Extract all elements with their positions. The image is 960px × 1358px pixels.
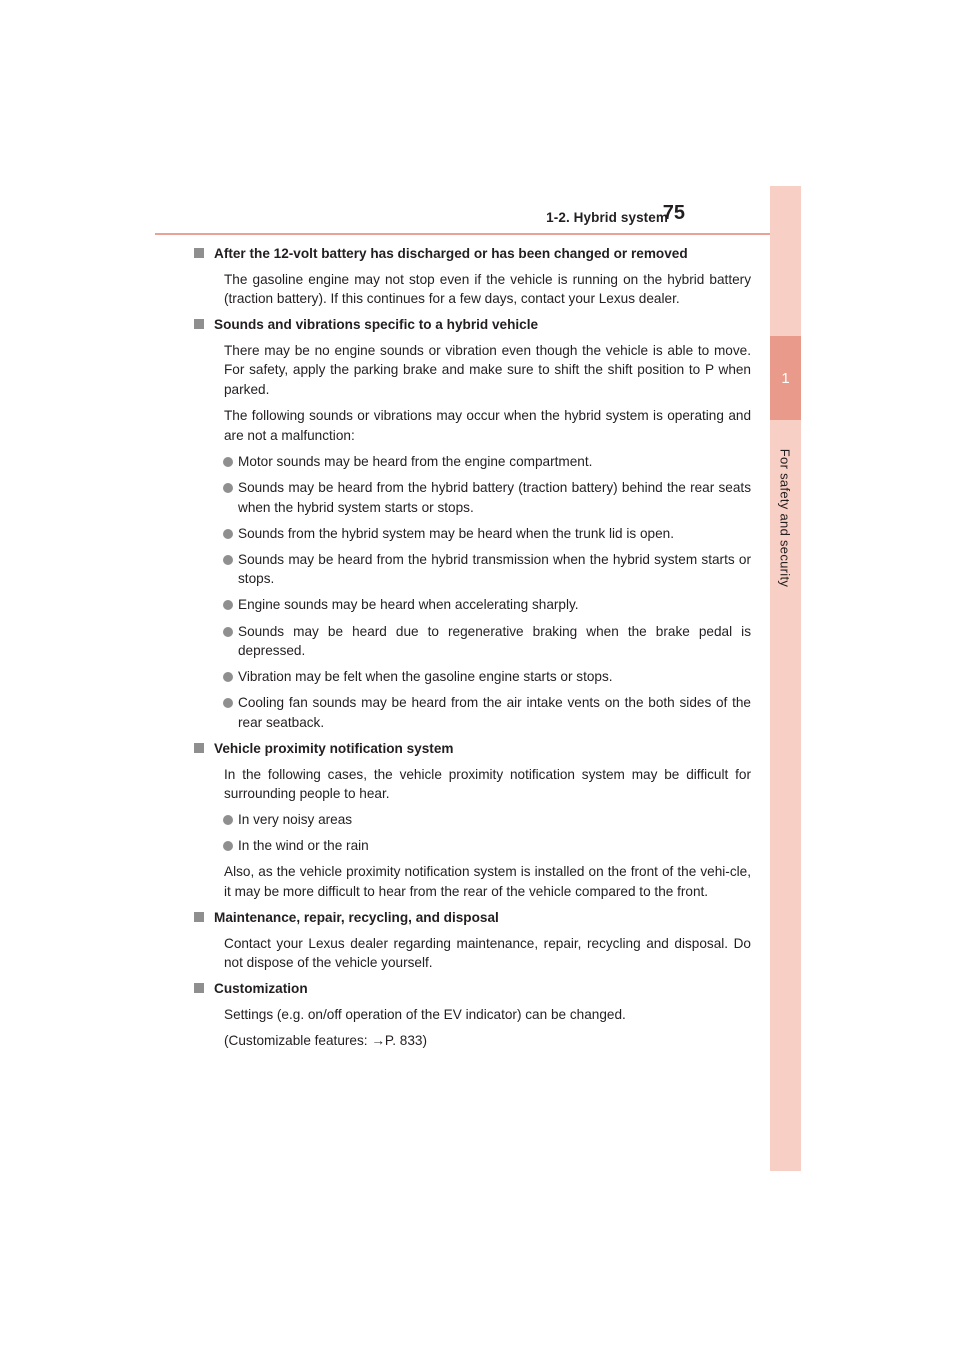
section	[210, 244, 751, 309]
round-bullet-icon	[223, 627, 233, 637]
section	[210, 315, 751, 732]
section-heading	[210, 315, 751, 335]
section-heading-text: After the 12-volt battery has discharged or has been changed or removed	[214, 246, 688, 261]
bullet-text: Sounds from the hybrid system may be heard when the trunk lid is open.	[238, 525, 674, 541]
paragraph: In the following cases, the vehicle proximity notification system may be difficult for surrounding people to hear.	[224, 766, 751, 802]
bullet-item	[238, 810, 751, 830]
section-heading-text: Vehicle proximity notification system	[214, 740, 454, 756]
bullet-item	[238, 836, 751, 856]
bullet-text: Vibration may be felt when the gasoline engine starts or stops.	[238, 669, 613, 685]
square-bullet-icon	[194, 912, 204, 922]
paragraph: Also, as the vehicle proximity notification system is installed on the front of the vehi-cle, it may be more difficult to hear from the rear of the vehicle compared to the front.	[224, 864, 751, 900]
paragraph: The gasoline engine may not stop even if the vehicle is running on the hybrid battery (traction battery). If this continues for a few days, contact your Lexus dealer.	[224, 271, 751, 307]
bullet-text: Sounds may be heard due to regenerative braking when the brake pedal is depressed.	[238, 623, 751, 659]
section-heading-text: Customization	[214, 981, 308, 997]
bullet-text: Sounds may be heard from the hybrid transmission when the hybrid system starts or stops.	[238, 551, 751, 587]
round-bullet-icon	[223, 529, 233, 539]
round-bullet-icon	[223, 672, 233, 682]
chapter-side-tab	[770, 186, 801, 1171]
bullet-item	[238, 667, 751, 687]
bullet-item	[238, 550, 751, 589]
page-header	[0, 200, 800, 236]
round-bullet-icon	[223, 457, 233, 467]
bullet-item	[238, 452, 751, 472]
paragraph: There may be no engine sounds or vibration even though the vehicle is able to move. For safety, apply the parking brake and make sure to shift the shift position to P when parked.	[224, 342, 751, 398]
chapter-label: For safety and security	[777, 448, 793, 588]
bullet-text: Sounds may be heard from the hybrid battery (traction battery) behind the rear seats when the hybrid system starts or stops.	[238, 479, 751, 515]
bullet-item	[238, 478, 751, 517]
bullet-item	[238, 524, 751, 544]
section-heading	[210, 979, 751, 999]
round-bullet-icon	[223, 841, 233, 851]
round-bullet-icon	[223, 483, 233, 493]
paragraph: (Customizable features: →P. 833)	[224, 1033, 427, 1049]
page-content	[210, 244, 751, 1057]
bullet-item	[238, 595, 751, 615]
section-heading	[210, 244, 751, 264]
section-heading-text: Sounds and vibrations specific to a hybrid vehicle	[214, 317, 539, 333]
bullet-text: Motor sounds may be heard from the engine compartment.	[238, 453, 593, 469]
header-rule	[155, 233, 800, 235]
bullet-item	[238, 622, 751, 661]
paragraph: Contact your Lexus dealer regarding maintenance, repair, recycling and disposal. Do not dispose of the vehicle yourself.	[224, 935, 751, 971]
paragraph: Settings (e.g. on/off operation of the EV indicator) can be changed.	[224, 1007, 626, 1022]
section-title: 1-2. Hybrid system	[546, 210, 668, 225]
round-bullet-icon	[223, 698, 233, 708]
section-heading	[210, 908, 751, 928]
section	[210, 979, 751, 1050]
square-bullet-icon	[194, 248, 204, 258]
bullet-text: In very noisy areas	[238, 812, 353, 828]
square-bullet-icon	[194, 319, 204, 329]
bullet-text: Cooling fan sounds may be heard from the air intake vents on the both sides of the rear seatback.	[238, 695, 751, 730]
square-bullet-icon	[194, 743, 204, 753]
section-heading-text: Maintenance, repair, recycling, and disposal	[214, 910, 499, 926]
square-bullet-icon	[194, 983, 204, 993]
round-bullet-icon	[223, 815, 233, 825]
paragraph: The following sounds or vibrations may occur when the hybrid system is operating and are not a malfunction:	[224, 408, 751, 443]
section	[210, 908, 751, 973]
bullet-text: In the wind or the rain	[238, 838, 369, 854]
bullet-text: Engine sounds may be heard when accelerating sharply.	[238, 597, 579, 613]
section	[210, 739, 751, 902]
round-bullet-icon	[223, 600, 233, 610]
section-heading	[210, 739, 751, 759]
round-bullet-icon	[223, 555, 233, 565]
page-number: 75	[662, 202, 685, 224]
bullet-item	[238, 693, 751, 732]
chapter-number: 1	[770, 336, 801, 420]
